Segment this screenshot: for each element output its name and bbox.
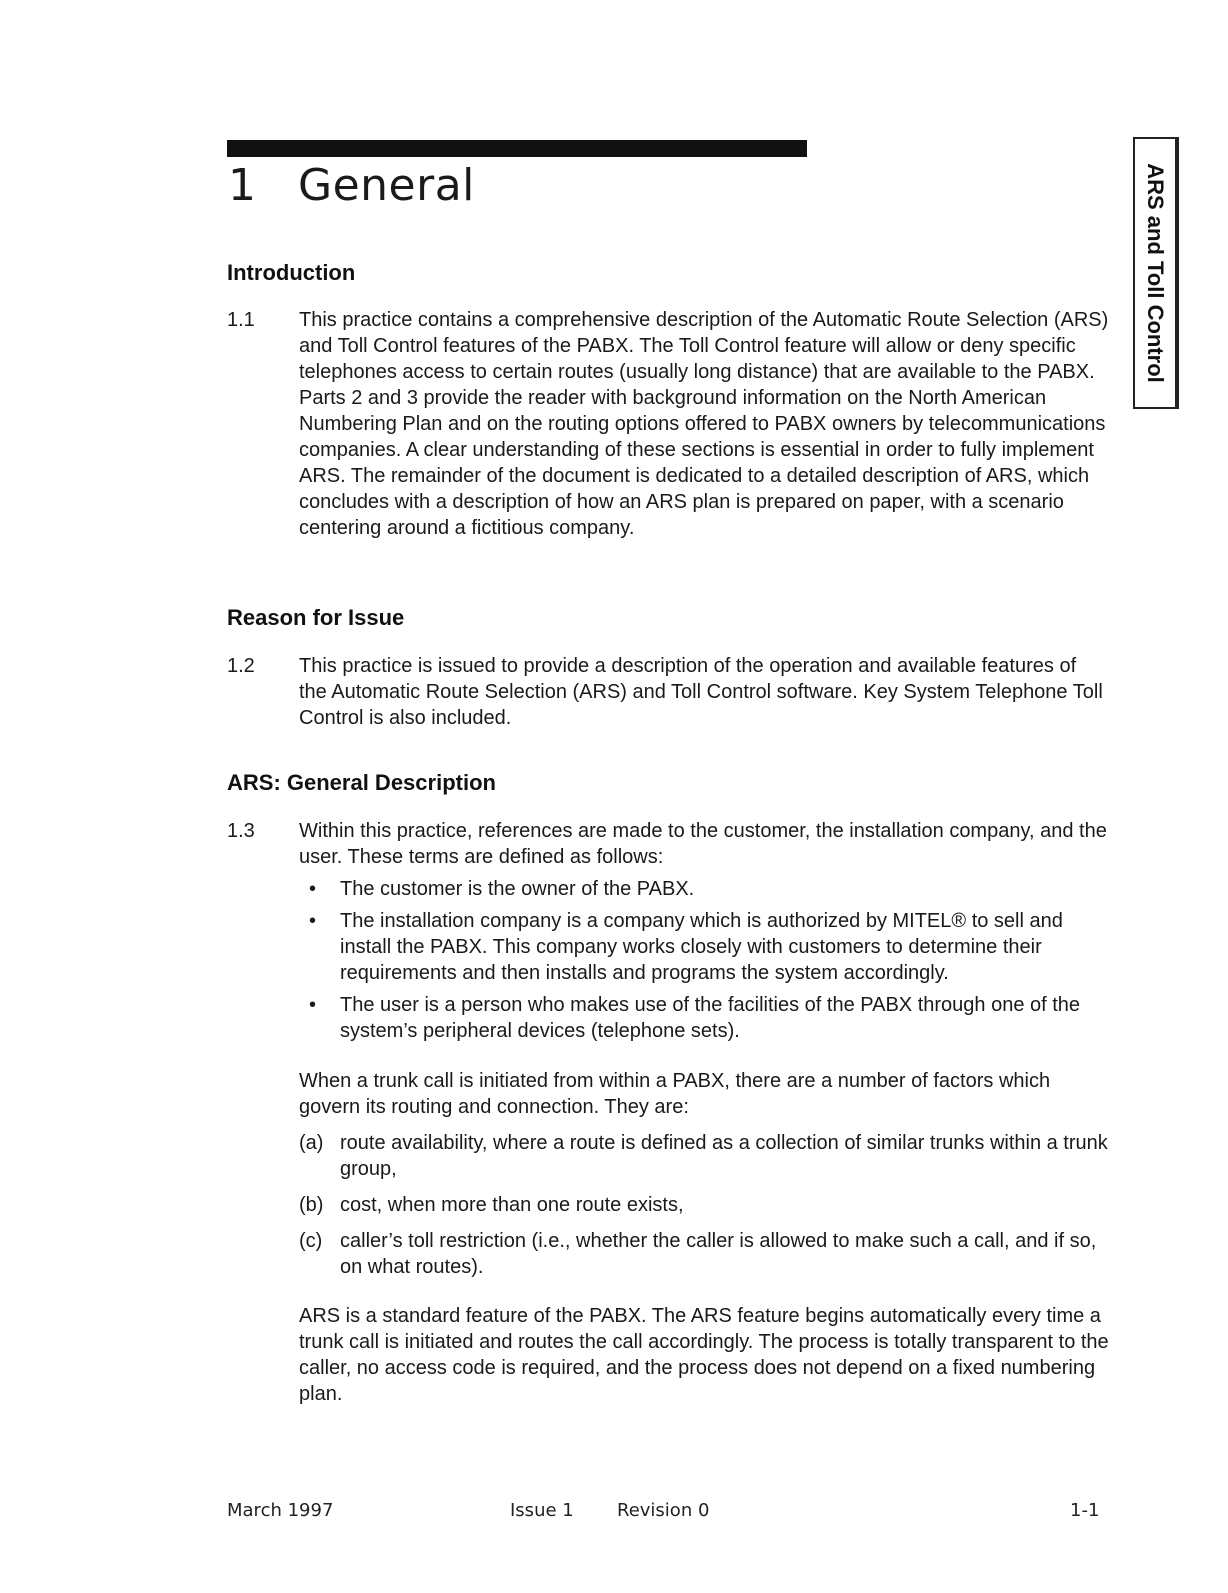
list-marker: (a): [299, 1132, 324, 1154]
section-heading-reason: Reason for Issue: [227, 605, 405, 630]
list-item-text: cost, when more than one route exists,: [340, 1194, 684, 1216]
list-item-text: route availability, where a route is defined as a collection of similar trunks within a trunk group,: [340, 1132, 1108, 1180]
bullet-icon: •: [309, 878, 317, 900]
list-item-text: caller’s toll restriction (i.e., whether the caller is allowed to make such a call, and if so, on what routes).: [340, 1230, 1097, 1278]
paragraph-introduction: This practice contains a comprehensive description of the Automatic Route Selection (ARS) and Toll Control features of the PABX. The Toll Control feature will allow or deny specific telephones access to certain routes (usually long distance) that are available to the PABX. Parts 2 and 3 provide the reader with background information on the North American Numbering Plan and on the routing options offered to PABX owners by telecommunications companies. A clear understanding of these sections is essential in order to fully implement ARS. The remainder of the document is dedicated to a detailed description of ARS, which concludes with a description of how an ARS plan is prepared on paper, with a scenario centering around a fictitious company.: [299, 309, 1109, 539]
footer-page-number: 1-1: [1070, 1500, 1100, 1521]
footer-revision: Revision 0: [617, 1500, 710, 1521]
paragraph-reason: This practice is issued to provide a description of the operation and available features of the Automatic Route Selection (ARS) and Toll Control software. Key System Telephone Toll Control is also included.: [299, 655, 1103, 729]
side-tab-label: ARS and Toll Control: [1143, 163, 1168, 383]
paragraph-number: 1.2: [227, 655, 255, 677]
list-item: [299, 1130, 1111, 1182]
paragraph-number: 1.3: [227, 820, 255, 842]
side-tab: [1133, 137, 1179, 409]
paragraph-number: 1.1: [227, 309, 255, 331]
list-item: [299, 1192, 1111, 1218]
list-item: [299, 1228, 1111, 1280]
chapter-title: General: [298, 160, 475, 211]
list-item-text: The user is a person who makes use of the facilities of the PABX through one of the system’s peripheral devices (telephone sets).: [340, 994, 1081, 1042]
factors-list: [299, 1130, 1111, 1290]
chapter-rule-bar: [227, 140, 807, 157]
list-marker: (c): [299, 1230, 323, 1252]
list-item: [299, 876, 1111, 902]
list-item-text: The customer is the owner of the PABX.: [340, 878, 695, 900]
list-item: [299, 992, 1111, 1044]
footer-issue: Issue 1: [510, 1500, 574, 1521]
chapter-number: 1: [228, 160, 257, 211]
bullet-icon: •: [309, 910, 317, 932]
section-heading-general-description: ARS: General Description: [227, 770, 496, 795]
footer-date: March 1997: [227, 1500, 334, 1521]
paragraph-closing: ARS is a standard feature of the PABX. The ARS feature begins automatically every time a trunk call is initiated and routes the call accordingly. The process is totally transparent to the caller, no access code is required, and the process does not depend on a fixed numbering plan.: [299, 1305, 1109, 1405]
paragraph-factors-intro: When a trunk call is initiated from within a PABX, there are a number of factors which govern its routing and connection. They are:: [299, 1070, 1051, 1118]
list-item: [299, 908, 1111, 986]
list-marker: (b): [299, 1194, 324, 1216]
list-item-text: The installation company is a company which is authorized by MITEL® to sell and install the PABX. This company works closely with customers to determine their requirements and then installs and programs the system accordingly.: [340, 910, 1063, 984]
paragraph-definitions-intro: Within this practice, references are made to the customer, the installation company, and the user. These terms are defined as follows:: [299, 820, 1107, 868]
bullet-icon: •: [309, 994, 317, 1016]
section-heading-introduction: Introduction: [227, 260, 356, 285]
chapter-heading: [228, 160, 475, 220]
definitions-list: [299, 876, 1111, 1050]
